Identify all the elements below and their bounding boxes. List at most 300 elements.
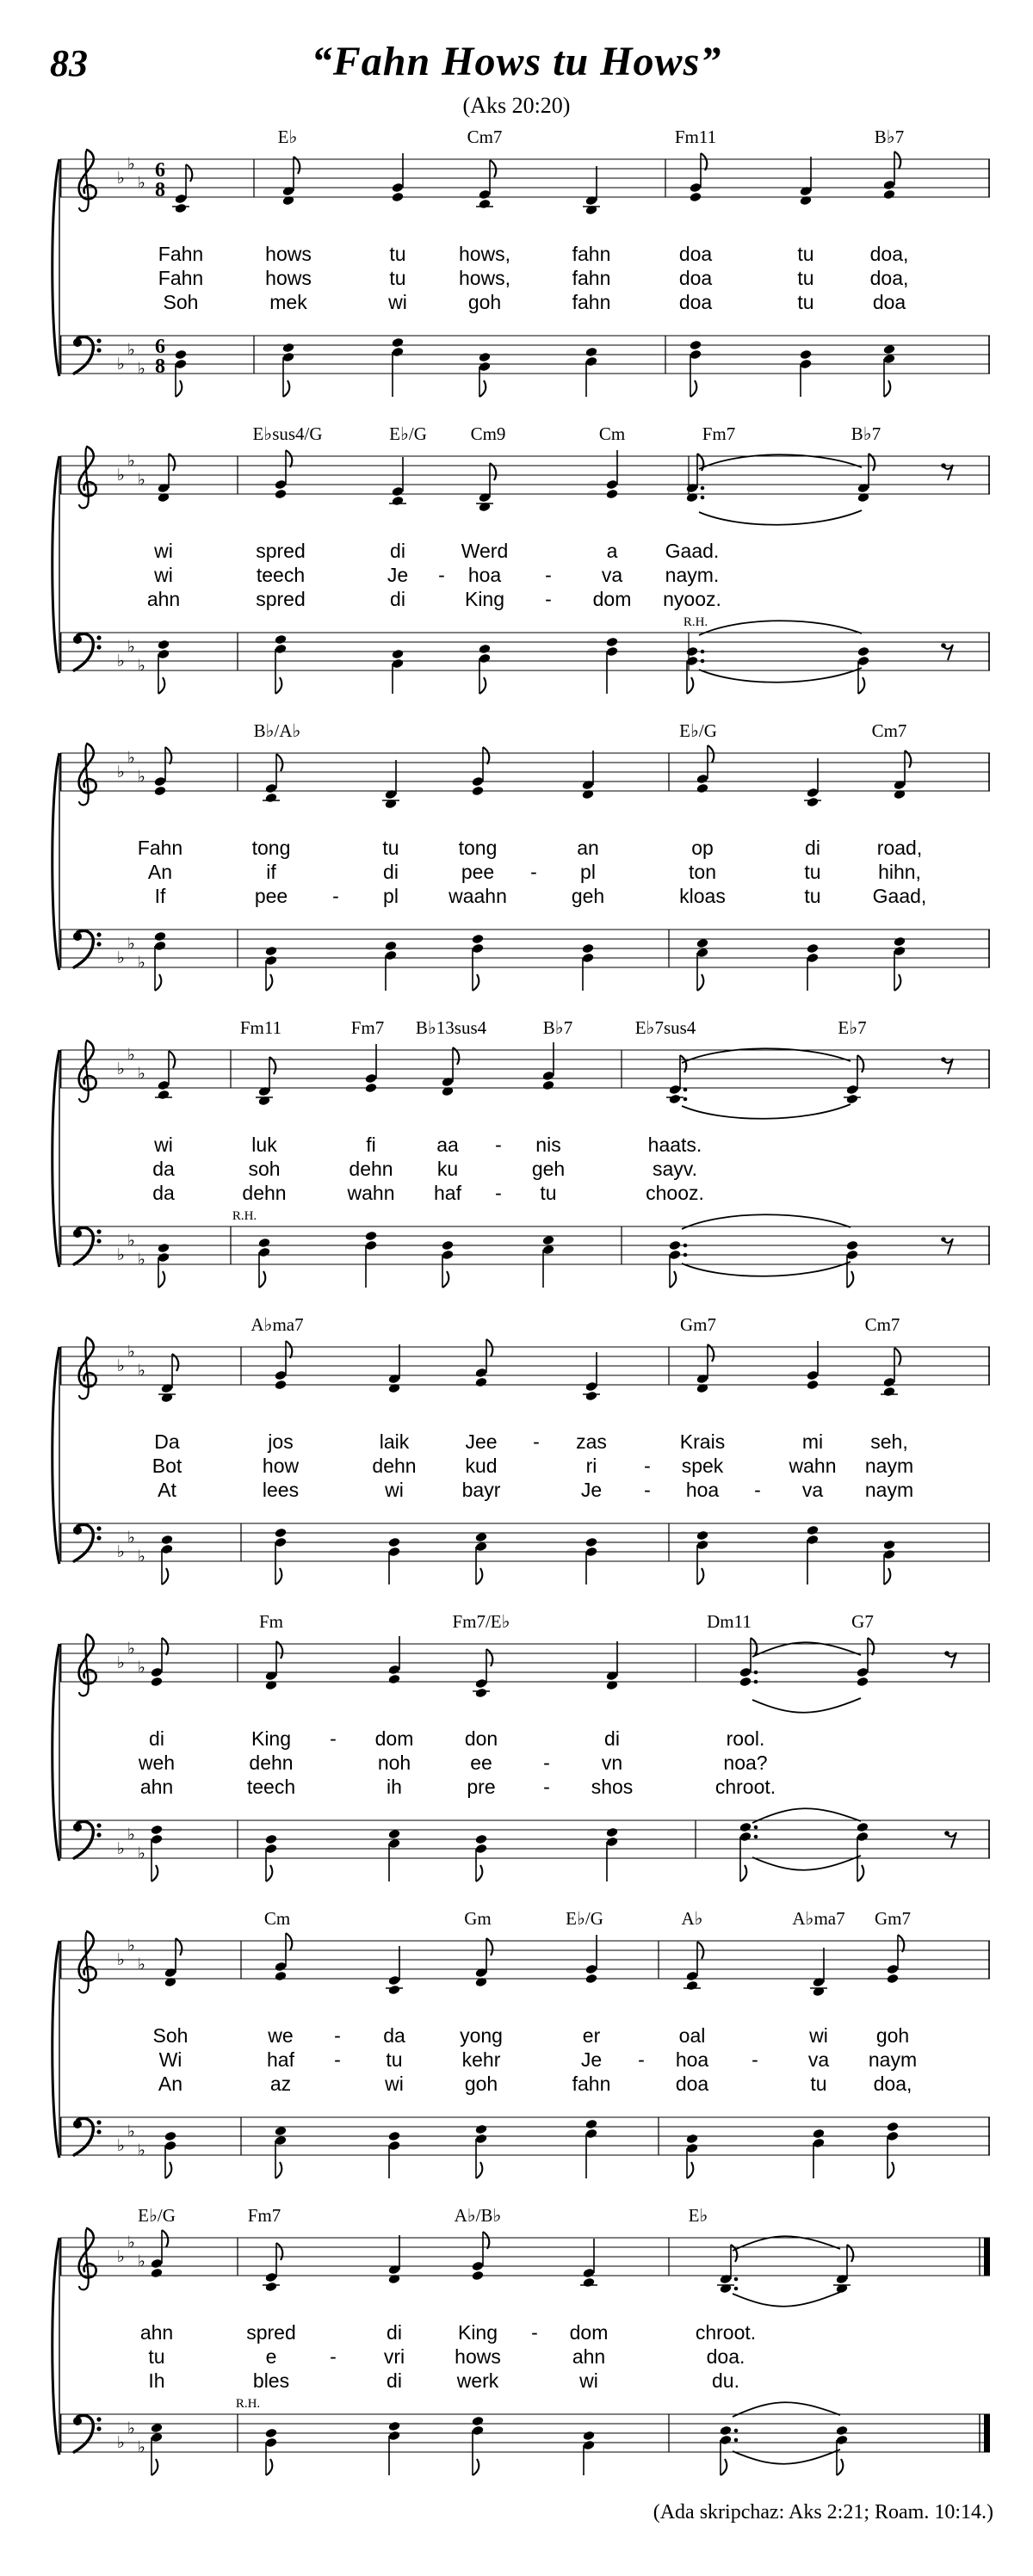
lyric-syllable: mi <box>801 1430 824 1453</box>
lyric-syllable: waahn <box>448 885 507 907</box>
lyric-syllable: e <box>265 2345 277 2368</box>
flat-sign-icon: ♭ <box>127 2122 135 2141</box>
lyric-hyphen: - <box>545 564 552 586</box>
system-1 <box>0 116 1033 411</box>
system-2 <box>0 413 1033 707</box>
flat-sign-icon: ♭ <box>138 1955 145 1974</box>
flat-sign-icon: ♭ <box>127 340 135 360</box>
flat-sign-icon: ♭ <box>127 1936 135 1955</box>
lyric-syllable: kehr <box>461 2048 501 2071</box>
lyric-hyphen: - <box>530 861 537 883</box>
lyric-syllable: hows, <box>458 267 511 289</box>
system-3 <box>0 710 1033 1004</box>
bass-staff <box>0 611 1033 707</box>
lyric-syllable: fahn <box>572 243 611 265</box>
chord-symbol: B♭7 <box>542 1017 573 1038</box>
lyric-syllable: ahn <box>146 588 181 610</box>
lyric-syllable: doa, <box>869 243 909 265</box>
lyric-syllable: bles <box>252 2369 290 2392</box>
lyric-syllable: da <box>152 1158 175 1180</box>
lyric-syllable: wi <box>809 2024 828 2047</box>
chord-symbol: Fm7 <box>350 1017 385 1038</box>
chord-symbol: Cm7 <box>467 127 503 147</box>
lyric-syllable: aa <box>436 1134 459 1156</box>
lyric-syllable: Fahn <box>158 267 204 289</box>
lyric-syllable: doa <box>678 243 713 265</box>
lyric-hyphen: - <box>543 1751 550 1774</box>
lyric-syllable: rool. <box>726 1727 765 1750</box>
chord-symbol: E♭sus4/G <box>252 423 323 444</box>
lyric-syllable: op <box>691 837 714 859</box>
lyric-syllable: teech <box>256 564 306 586</box>
treble-staff <box>0 1029 1033 1125</box>
lyric-syllable: haats. <box>647 1134 702 1156</box>
lyric-syllable: dom <box>592 588 632 610</box>
lyric-syllable: Fahn <box>158 243 204 265</box>
lyric-syllable: tu <box>386 2048 403 2071</box>
lyric-syllable: wi <box>154 564 173 586</box>
lyric-syllable: ih <box>387 1776 402 1798</box>
flat-sign-icon: ♭ <box>138 2437 145 2457</box>
lyric-syllable: vn <box>601 1751 623 1774</box>
flat-sign-icon: ♭ <box>117 169 125 188</box>
right-hand-label: R.H. <box>235 2397 261 2411</box>
chord-symbol: E♭7 <box>838 1017 867 1038</box>
lyric-syllable: chroot. <box>714 1776 776 1798</box>
flat-sign-icon: ♭ <box>117 1245 125 1264</box>
chord-symbol: B♭/A♭ <box>253 720 301 741</box>
flat-sign-icon: ♭ <box>127 1528 135 1547</box>
flat-sign-icon: ♭ <box>138 173 145 193</box>
lyric-syllable: haf <box>434 1182 461 1204</box>
bass-clef-icon <box>73 2415 102 2452</box>
flat-sign-icon: ♭ <box>117 2247 125 2266</box>
lyric-syllable: chroot. <box>695 2321 757 2344</box>
lyric-syllable: oal <box>678 2024 706 2047</box>
flat-sign-icon: ♭ <box>138 767 145 787</box>
lyric-syllable: tu <box>797 243 814 265</box>
lyric-syllable: ahn <box>139 1776 174 1798</box>
lyric-syllable: fahn <box>572 2073 611 2095</box>
lyric-syllable: if <box>266 861 276 883</box>
chord-symbol: Cm <box>598 423 626 444</box>
chord-symbol: G7 <box>851 1611 874 1632</box>
flat-sign-icon: ♭ <box>138 1250 145 1269</box>
lyric-syllable: naym. <box>665 564 720 586</box>
lyric-syllable: pre <box>467 1776 496 1798</box>
chord-symbol: Fm7/E♭ <box>452 1611 510 1632</box>
lyric-syllable: werk <box>456 2369 499 2392</box>
chord-symbol: A♭ma7 <box>792 1908 845 1929</box>
lyric-syllable: Bot <box>152 1455 182 1477</box>
lyric-syllable: naym <box>864 1455 914 1477</box>
bass-staff <box>0 314 1033 411</box>
lyric-syllable: az <box>269 2073 292 2095</box>
right-hand-label: R.H. <box>232 1209 257 1223</box>
system-6 <box>0 1601 1033 1895</box>
lyric-syllable: Je <box>580 2048 603 2071</box>
lyric-syllable: At <box>158 1479 176 1501</box>
lyric-syllable: An <box>147 861 173 883</box>
treble-staff <box>0 1919 1033 2016</box>
bass-staff <box>0 2096 1033 2192</box>
lyric-syllable: di <box>604 1727 620 1750</box>
lyric-syllable: King <box>457 2321 498 2344</box>
lyric-syllable: nis <box>535 1134 561 1156</box>
flat-sign-icon: ♭ <box>138 656 145 676</box>
chord-symbol: A♭/B♭ <box>454 2205 502 2226</box>
lyric-syllable: chooz. <box>646 1182 704 1204</box>
lyric-hyphen: - <box>543 1776 550 1798</box>
lyric-syllable: how <box>262 1455 300 1477</box>
lyric-syllable: hows <box>265 267 312 289</box>
flat-sign-icon: ♭ <box>117 1653 125 1672</box>
lyric-syllable: fahn <box>572 291 611 313</box>
lyric-syllable: zas <box>576 1430 607 1453</box>
lyric-syllable: er <box>582 2024 601 2047</box>
lyric-syllable: tu <box>148 2345 165 2368</box>
chord-symbol: B♭7 <box>851 423 881 444</box>
lyric-syllable: di <box>390 540 405 562</box>
lyric-syllable: Je <box>580 1479 603 1501</box>
lyric-syllable: di <box>387 2321 402 2344</box>
flat-sign-icon: ♭ <box>138 2140 145 2160</box>
time-signature: 6 <box>155 336 165 358</box>
flat-sign-icon: ♭ <box>117 355 125 374</box>
chord-symbol: E♭ <box>277 127 298 147</box>
lyric-syllable: tu <box>797 291 814 313</box>
flat-sign-icon: ♭ <box>127 1639 135 1659</box>
lyric-syllable: ahn <box>572 2345 606 2368</box>
lyric-syllable: hihn, <box>878 861 921 883</box>
lyric-syllable: goh <box>464 2073 498 2095</box>
flat-sign-icon: ♭ <box>138 1361 145 1381</box>
lyric-syllable: teech <box>246 1776 296 1798</box>
lyric-syllable: Soh <box>152 2024 189 2047</box>
lyric-syllable: wi <box>579 2369 598 2392</box>
lyric-syllable: Da <box>154 1430 180 1453</box>
lyric-syllable: tu <box>540 1182 557 1204</box>
lyric-syllable: don <box>464 1727 498 1750</box>
flat-sign-icon: ♭ <box>138 1064 145 1084</box>
lyric-syllable: di <box>383 861 399 883</box>
lyric-syllable: spred <box>256 588 306 610</box>
lyric-syllable: pee <box>461 861 495 883</box>
lyric-syllable: ahn <box>139 2321 174 2344</box>
lyric-syllable: di <box>805 837 820 859</box>
flat-sign-icon: ♭ <box>117 1356 125 1375</box>
treble-staff <box>0 1325 1033 1422</box>
flat-sign-icon: ♭ <box>117 1839 125 1858</box>
lyric-syllable: If <box>154 885 166 907</box>
lyric-syllable: tong <box>251 837 291 859</box>
flat-sign-icon: ♭ <box>138 359 145 379</box>
lyric-syllable: tu <box>810 2073 827 2095</box>
lyric-syllable: wi <box>388 291 407 313</box>
lyric-syllable: pee <box>254 885 288 907</box>
lyric-syllable: soh <box>248 1158 281 1180</box>
treble-staff <box>0 1622 1033 1719</box>
scripture-theme-text: (Aks 20:20) <box>462 93 571 118</box>
lyric-syllable: Krais <box>679 1430 726 1453</box>
lyric-syllable: goh <box>875 2024 910 2047</box>
lyric-syllable: pl <box>580 861 596 883</box>
flat-sign-icon: ♭ <box>127 2418 135 2438</box>
bass-clef-icon <box>73 337 102 374</box>
lyric-syllable: pl <box>383 885 399 907</box>
lyric-hyphen: - <box>644 1455 651 1477</box>
flat-sign-icon: ♭ <box>117 2433 125 2452</box>
lyric-syllable: dom <box>569 2321 609 2344</box>
bass-clef-icon <box>73 1227 102 1264</box>
chord-symbol: Fm7 <box>702 423 736 444</box>
lyric-syllable: da <box>152 1182 175 1204</box>
lyric-syllable: haf <box>267 2048 294 2071</box>
lyric-syllable: Jee <box>465 1430 498 1453</box>
chord-symbol: E♭/G <box>138 2205 176 2226</box>
flat-sign-icon: ♭ <box>138 2252 145 2271</box>
song-number: 83 <box>50 42 88 84</box>
lyric-syllable: di <box>387 2369 402 2392</box>
lyric-syllable: wi <box>385 1479 404 1501</box>
lyric-syllable: goh <box>467 291 502 313</box>
lyric-syllable: jos <box>268 1430 294 1453</box>
lyric-syllable: hoa <box>675 2048 709 2071</box>
lyric-hyphen: - <box>330 1727 337 1750</box>
flat-sign-icon: ♭ <box>117 763 125 781</box>
system-4 <box>0 1007 1033 1301</box>
flat-sign-icon: ♭ <box>127 2233 135 2252</box>
lyric-syllable: di <box>149 1727 164 1750</box>
lyric-hyphen: - <box>752 2048 758 2071</box>
lyric-syllable: kud <box>465 1455 498 1477</box>
lyric-syllable: doa <box>675 2073 709 2095</box>
flat-sign-icon: ♭ <box>127 1342 135 1362</box>
lyric-syllable: laik <box>379 1430 410 1453</box>
chord-symbol: B♭7 <box>874 127 905 147</box>
lyric-syllable: spek <box>681 1455 724 1477</box>
flat-sign-icon: ♭ <box>127 154 135 174</box>
lyric-syllable: Je <box>387 564 409 586</box>
song-title: “Fahn Hows tu Hows” <box>311 39 722 84</box>
bass-clef-icon <box>73 1524 102 1561</box>
bass-clef-icon <box>73 930 102 967</box>
flat-sign-icon: ♭ <box>138 1844 145 1863</box>
flat-sign-icon: ♭ <box>127 1231 135 1251</box>
flat-sign-icon: ♭ <box>127 934 135 954</box>
chord-symbol: Fm <box>258 1611 284 1632</box>
lyric-syllable: hows <box>455 2345 501 2368</box>
lyric-syllable: doa <box>678 267 713 289</box>
chord-symbol: Cm <box>263 1908 291 1929</box>
lyric-syllable: ku <box>436 1158 459 1180</box>
lyric-syllable: hows <box>265 243 312 265</box>
lyric-syllable: dehn <box>349 1158 393 1180</box>
lyric-syllable: luk <box>251 1134 277 1156</box>
chord-symbol: E♭/G <box>566 1908 603 1929</box>
bass-clef-icon <box>73 2118 102 2155</box>
lyric-syllable: mek <box>269 291 307 313</box>
lyric-syllable: dehn <box>242 1182 287 1204</box>
lyric-syllable: bayr <box>461 1479 501 1501</box>
lyric-syllable: Werd <box>461 540 509 562</box>
lyric-syllable: tu <box>797 267 814 289</box>
system-5 <box>0 1304 1033 1598</box>
lyric-syllable: spred <box>256 540 306 562</box>
lyric-syllable: va <box>807 2048 830 2071</box>
lyric-syllable: nyooz. <box>663 588 721 610</box>
treble-staff <box>0 138 1033 234</box>
lyric-syllable: tong <box>458 837 498 859</box>
chord-symbol: E♭ <box>688 2205 708 2226</box>
lyric-hyphen: - <box>495 1182 502 1204</box>
lyric-syllable: doa, <box>869 267 909 289</box>
lyric-syllable: di <box>390 588 405 610</box>
time-signature: 6 <box>155 159 165 182</box>
lyric-syllable: hows, <box>458 243 511 265</box>
lyric-syllable: doa. <box>706 2345 745 2368</box>
lyric-syllable: naym <box>868 2048 918 2071</box>
flat-sign-icon: ♭ <box>127 637 135 657</box>
lyric-hyphen: - <box>438 564 445 586</box>
lyric-syllable: geh <box>571 885 605 907</box>
chord-symbol: A♭ <box>681 1908 703 1929</box>
lyric-syllable: dehn <box>249 1751 294 1774</box>
chord-symbol: Cm7 <box>871 720 907 741</box>
lyric-hyphen: - <box>545 588 552 610</box>
lyric-syllable: doa, <box>873 2073 912 2095</box>
lyric-syllable: va <box>801 1479 824 1501</box>
bass-staff <box>0 908 1033 1004</box>
lyric-hyphen: - <box>533 1430 540 1453</box>
lyric-syllable: ee <box>470 1751 492 1774</box>
lyric-syllable: tu <box>382 837 399 859</box>
chord-symbol: Cm9 <box>470 423 506 444</box>
lyric-syllable: shos <box>591 1776 634 1798</box>
lyric-syllable: we <box>268 2024 294 2047</box>
lyric-syllable: wi <box>154 540 173 562</box>
lyric-syllable: spred <box>246 2321 296 2344</box>
lyric-syllable: Wi <box>158 2048 182 2071</box>
lyric-syllable: King <box>464 588 505 610</box>
lyric-syllable: geh <box>531 1158 566 1180</box>
right-hand-label: R.H. <box>683 615 708 629</box>
lyric-syllable: wi <box>385 2073 404 2095</box>
flat-sign-icon: ♭ <box>138 470 145 490</box>
flat-sign-icon: ♭ <box>117 2136 125 2155</box>
lyric-syllable: Fahn <box>137 837 183 859</box>
lyric-syllable: ri <box>585 1455 597 1477</box>
flat-sign-icon: ♭ <box>117 466 125 485</box>
lyric-syllable: sayv. <box>653 1158 697 1180</box>
flat-sign-icon: ♭ <box>127 1825 135 1844</box>
lyric-syllable: tu <box>389 243 406 265</box>
flat-sign-icon: ♭ <box>127 1045 135 1065</box>
flat-sign-icon: ♭ <box>127 748 135 768</box>
lyric-syllable: fi <box>366 1134 376 1156</box>
lyric-syllable: tu <box>804 861 821 883</box>
treble-staff <box>0 732 1033 828</box>
treble-staff <box>0 435 1033 531</box>
flat-sign-icon: ♭ <box>117 1059 125 1078</box>
lyric-syllable: wahn <box>789 1455 837 1477</box>
lyric-syllable: road, <box>876 837 923 859</box>
lyric-syllable: an <box>577 837 599 859</box>
chord-symbol: E♭/G <box>389 423 427 444</box>
chord-symbol: Fm11 <box>674 127 717 147</box>
lyric-syllable: du. <box>712 2369 739 2392</box>
lyric-syllable: weh <box>138 1751 176 1774</box>
bass-staff <box>0 1502 1033 1598</box>
chord-symbol: Dm11 <box>707 1611 752 1632</box>
lyric-syllable: lees <box>262 1479 300 1501</box>
chord-symbol: E♭/G <box>679 720 717 741</box>
lyric-hyphen: - <box>644 1479 651 1501</box>
additional-scriptures-text: (Ada skripchaz: Aks 2:21; Roam. 10:14.) <box>653 2501 993 2523</box>
flat-sign-icon: ♭ <box>138 1658 145 1677</box>
lyric-syllable: Soh <box>163 291 199 313</box>
lyric-hyphen: - <box>334 2024 341 2047</box>
lyric-syllable: Gaad. <box>665 540 720 562</box>
lyric-syllable: tu <box>804 885 821 907</box>
lyric-syllable: An <box>158 2073 183 2095</box>
lyric-syllable: dom <box>374 1727 414 1750</box>
lyric-syllable: naym <box>864 1479 914 1501</box>
lyric-syllable: fahn <box>572 267 611 289</box>
flat-sign-icon: ♭ <box>138 953 145 973</box>
chord-symbol: B♭13sus4 <box>415 1017 487 1038</box>
chord-symbol: Gm7 <box>875 1908 911 1929</box>
chord-symbol: Gm <box>464 1908 492 1929</box>
lyric-syllable: wahn <box>347 1182 395 1204</box>
chord-symbol: Cm7 <box>864 1314 900 1335</box>
lyric-syllable: va <box>601 564 623 586</box>
lyric-syllable: da <box>383 2024 405 2047</box>
lyric-hyphen: - <box>495 1134 502 1156</box>
bass-staff <box>0 1205 1033 1301</box>
lyric-hyphen: - <box>332 885 339 907</box>
flat-sign-icon: ♭ <box>117 1950 125 1969</box>
flat-sign-icon: ♭ <box>127 451 135 471</box>
flat-sign-icon: ♭ <box>117 652 125 670</box>
svg-text:8: 8 <box>155 179 165 201</box>
chord-symbol: Fm11 <box>239 1017 282 1038</box>
lyric-syllable: ton <box>689 861 716 883</box>
lyric-syllable: tu <box>389 267 406 289</box>
chord-symbol: E♭7sus4 <box>634 1017 696 1038</box>
lyric-hyphen: - <box>330 2345 337 2368</box>
bass-staff <box>0 2393 1033 2489</box>
bass-clef-icon <box>73 1821 102 1858</box>
lyric-hyphen: - <box>334 2048 341 2071</box>
lyric-hyphen: - <box>754 1479 761 1501</box>
lyric-syllable: Gaad, <box>872 885 927 907</box>
lyric-syllable: yong <box>460 2024 503 2047</box>
chord-symbol: Gm7 <box>680 1314 716 1335</box>
chord-symbol: A♭ma7 <box>251 1314 304 1335</box>
lyric-syllable: wi <box>154 1134 173 1156</box>
flat-sign-icon: ♭ <box>138 1547 145 1566</box>
lyric-syllable: noa? <box>723 1751 768 1774</box>
lyric-syllable: vri <box>383 2345 405 2368</box>
lyric-hyphen: - <box>531 2321 538 2344</box>
system-8 <box>0 2195 1033 2489</box>
bass-staff <box>0 1799 1033 1895</box>
lyric-syllable: Ih <box>148 2369 165 2392</box>
lyric-syllable: hoa <box>467 564 502 586</box>
flat-sign-icon: ♭ <box>117 1542 125 1561</box>
flat-sign-icon: ♭ <box>117 948 125 967</box>
